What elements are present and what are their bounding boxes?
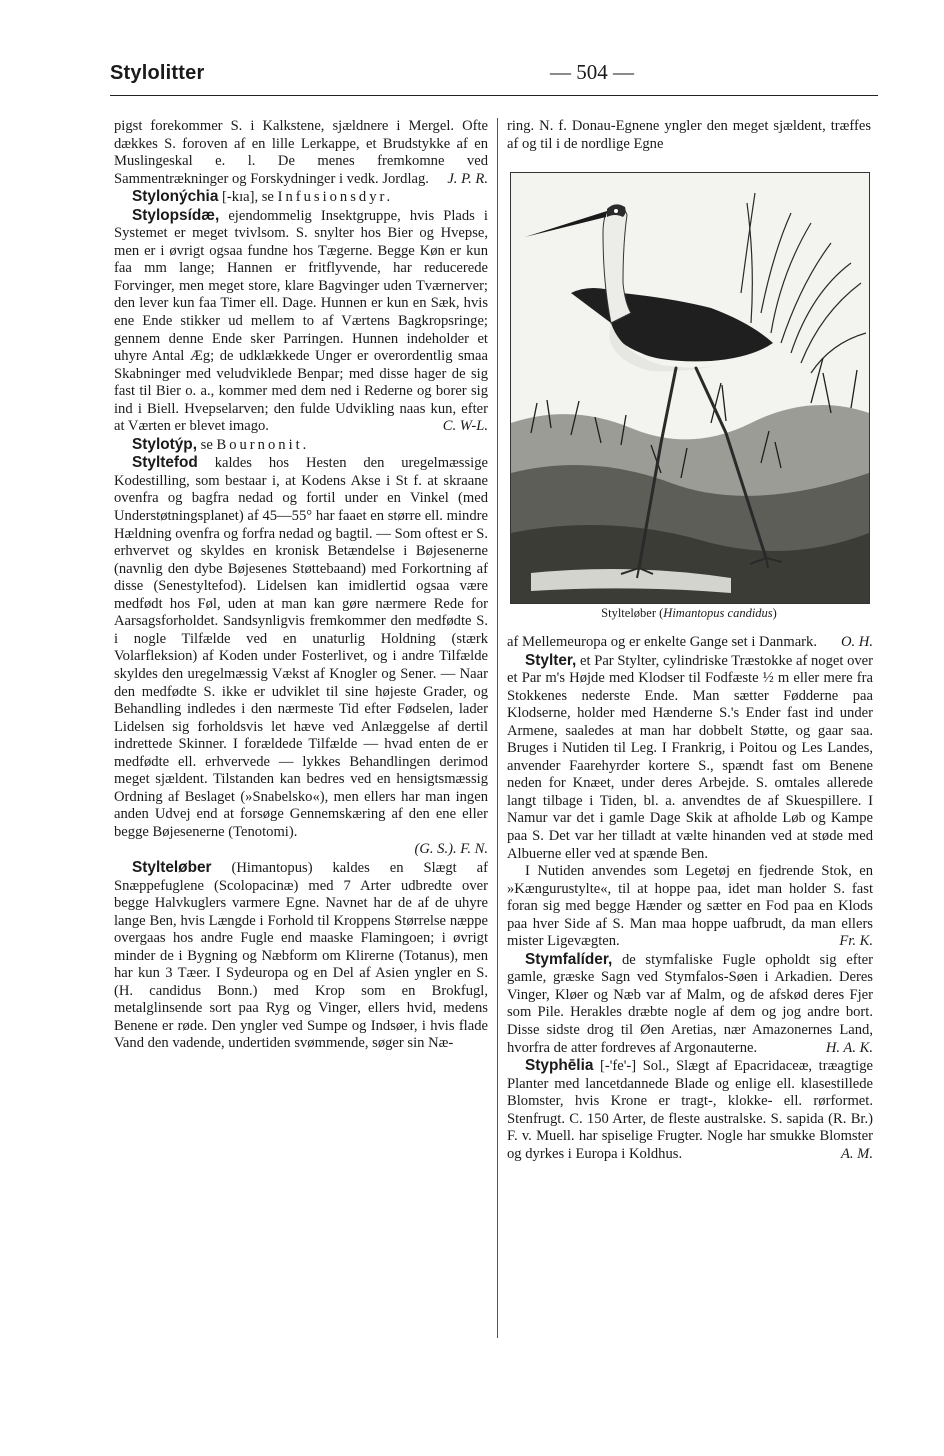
- entry-styltefod-signature: [114, 841, 488, 859]
- entry-styltelober: Stylteløber (Himantopus) kaldes en Slægt af Snæppefuglene (Scolopacinæ) med 7 Arter udbredte over begge Halvkuglers varmere Egne. Navnet har de af de uhyre lange Ben, hvis Længde i Forhold til Kroppens Størrelse næppe overgaas hos andre Fugle end maaske Flamingoen; i øvrigt minder de i Bygning og Næbform om Klirerne (Totanus), men har kun 3 Tæer. I Sydeuropa og en Del af Asien yngler en S. (H. candidus Bonn.) med Krop som en Brokfugl, metalglinsende sort paa Ryg og Vinger, ellers hvid, medens Benene er røde. Den yngler ved Sumpe og Indsøer, i hvis flade Vand den vadende, undertiden svømmende, søger sin Næ-: [114, 858, 488, 1052]
- entry-styphelia: Styphēlia [-'fe'-] Sol., Slægt af Epacridaceæ, træagtige Planter med lancetdannede Blade og enlige ell. klasestillede Blomster, hvis Krone er tragt-, klokke- ell. rørformet. Stenfrugt. C. 150 Arter, de fleste australske. S. sapida (R. Br.) F. v. Muell. har spiselige Frugter. Nogle har smukke Blomster og dyrkes i Europa i Koldhus. A. M.: [507, 1057, 873, 1162]
- entry-stylonychia: Stylonýchia [-kɪa], se Infusionsdyr.: [132, 188, 394, 206]
- bird-illustration: [510, 172, 870, 604]
- entry-stylolitter-cont: pigst forekommer S. i Kalkstene, sjældnere i Mergel. Ofte dækkes S. foroven af en lille Lerkappe, et Brudstykke af en Muslingeskal e. l. De menes fremkomne ved Sammentrækninger og Forskydninger i vedk. Jordlag. J. P. R.: [114, 118, 488, 187]
- headword: Styphēlia: [525, 1057, 594, 1075]
- header-rule: [110, 95, 878, 96]
- entry-stylopsidae: Stylopsídæ, ejendommelig Insektgruppe, hvis Plads i Systemet er meget tvivlsom. S. snylter hos Bier og Hvepse, men er i øvrigt ogsaa fundne hos Tægerne. Begge Køn er kun faa mm lange; Hannen er fritflyvende, har reducerede Forvinger, men meget store, klare Bagvinger uden Tværnerver; den lever kun faa Timer ell. Dage. Hunnen er kun en Sæk, hvis ene Ende stikker ud mellem to af Værtens Bagkropsringe; gennem denne Ende sker Parringen. Hunnen indeholder et uhyre Antal Æg; de udklækkede Unger er overordentlig smaa Skabninger med veludviklede Benpar; med disse hager de sig fast til Bier o. a., kommer med dem ned i Rederne og borer sig ind i Biell. Hvepselarven; den fulde Udvikling naas kun, efter at Værten er blevet imago. C. W-L.: [114, 206, 488, 435]
- headword: Stymfalíder,: [525, 950, 613, 968]
- column-separator: [497, 118, 498, 1338]
- cross-reference: Infusionsdyr.: [277, 189, 394, 206]
- entry-styltelober-cont: ring. N. f. Donau-Egnene yngler den meget sjældent, træffes af og til i de nordlige Egne: [507, 118, 871, 152]
- headword: Stylotýp,: [132, 435, 197, 453]
- right-column: [507, 634, 873, 1163]
- cross-reference: Bournonit.: [216, 436, 310, 453]
- headword: Stylonýchia: [132, 188, 219, 206]
- stilt-bird-image: [511, 173, 869, 603]
- signature: H. A. K.: [825, 1039, 873, 1056]
- headword: Styltefod: [132, 454, 198, 472]
- signature: O. H.: [840, 634, 873, 650]
- signature: J. P. R.: [447, 170, 488, 187]
- entry-styltefod: Styltefod kaldes hos Hesten den uregelmæssige Kodestilling, som bestaar i, at Kodens Akse i St f. at skraane ovenfra og bagfra nedad og fortil under en Vinkel (med Understøtningsplanet) af 45—55° har faaet en større ell. mindre Hældning ovenfra og forfra nedad og bagtil. — Som oftest er S. erhvervet og skyldes en kronisk Betændelse i Bøjesenerne (navnlig den dybe Bøjesenes Støttebaand) med Forkortning af disse (Senestyltefod). Lidelsen kan imidlertid ogsaa være medfødt hos Føl, uden at man kan gøre nærmere Rede for Aarsagsforholdet. Sandsynligvis fremkommer den medfødte S. i nogle Tilfælde ved en unaturlig Holdning (stærk Volarfleksion) af Koden under Fosterlivet, og i andre Tilfælde skyldes den uregelmæssig Vækst af Knogler og Sener. — Naar den medfødte S. ikke er udviklet til sine højeste Grader, og Behandling indledes i den nærmeste Tid efter Fødselen, lader Lidelsen sig forholdsvis let hæve ved Anlæggelse af dertil indrettede Skinner. I forældede Tilfælde — hvad enten de er medfødte ell. erhvervede — lykkes Behandlingen derimod meget sjældent. Tilstanden kan bedres ved en hensigtsmæssig Ordning af Beslaget (»Snabelsko«), men ellers har man ingen anden Udvej end at forsøge Gennemskæring af den ene eller begge Bøjesenerne (Tenotomi).: [114, 454, 488, 840]
- entry-styltelober-end: af Mellemeuropa og er enkelte Gange set i Danmark. O. H.: [507, 634, 873, 650]
- headword: Stylopsídæ,: [132, 206, 220, 224]
- figure-caption: Stylteløber (Himantopus candidus): [601, 606, 777, 620]
- entry-stylter: Stylter, et Par Stylter, cylindriske Træstokke af noget over et Par m's Højde med Klodser til Fodfæste ½ m eller mere fra Stokkenes nederste Ende. Man sætter Fødderne paa Klodserne, holder med Hænderne S.'s Ender fast ind under Armene, saaledes at man har dobbelt Støtte, og gaar saa. Bruges i Nutiden til Leg. I Frankrig, i Poitou og Les Landes, anvender Faarehyrder kortere S., spændt fast om Benene neden for Knæet, under deres Arbejde. S. omtales allerede langt tilbage i Tiden, bl. a. anvendtes de af Skuespillere. I Namur var det i gamle Dage Skik at afholde Løb og Kampe paa S. Det var her tilladt at vælte hinanden ved at støde med Albuerne eller ved at spænde Ben.: [507, 651, 873, 862]
- right-column-top: [507, 118, 871, 153]
- signature: A. M.: [840, 1145, 873, 1162]
- signature: Fr. K.: [839, 933, 873, 950]
- left-column: [114, 118, 488, 1053]
- entry-stylotyp: Stylotýp, se Bournonit.: [132, 435, 310, 453]
- page-header: [110, 60, 878, 92]
- page-number: — 504 —: [550, 60, 634, 84]
- headword: Stylter,: [525, 651, 577, 669]
- headword: Stylteløber: [132, 858, 212, 876]
- entry-stymfalider: Stymfalíder, de stymfaliske Fugle opholdt sig efter gamle, græske Sagn ved Stymfalos-Søen i Arkadien. Deres Vinger, Kløer og Næb var af Malm, og de afskød deres Fjer som Pile. Herakles dræbte nogle af dem og jog andre bort. Disse sidste drog til Øen Aretias, nær Amazonernes Land, hvorfra de atter fordreves af Argonauterne. H. A. K.: [507, 950, 873, 1056]
- signature: C. W-L.: [442, 418, 488, 435]
- entry-stylter-p2: I Nutiden anvendes som Legetøj en fjedrende Stok, en »Kængurustylte«, til at hoppe paa, idet man holder S. fast foran sig med begge Hænder og sætter en Fod paa en Klods paa hver Side af S. Man maa hoppe uafbrudt, da man ellers mister Ligevægten. Fr. K.: [507, 863, 873, 950]
- signature: (G. S.). F. N.: [414, 841, 488, 858]
- head-word: Stylolitter: [110, 62, 205, 84]
